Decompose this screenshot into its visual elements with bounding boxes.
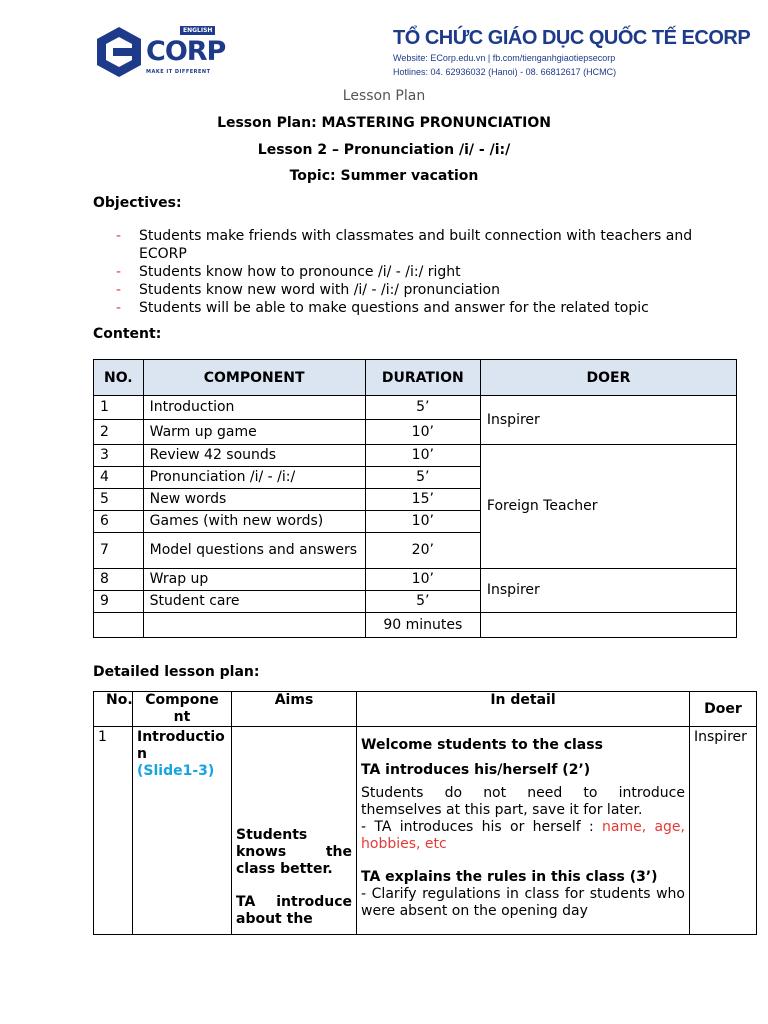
- component-name: Introduction: [137, 729, 225, 762]
- cell-component: Student care: [143, 591, 365, 613]
- cell-aims: [232, 727, 357, 935]
- org-website: Website: ECorp.edu.vn | fb.com/tienganhgiaotiepsecorp: [393, 53, 616, 63]
- cell-component: Games (with new words): [143, 511, 365, 533]
- cell-no: 5: [94, 489, 144, 511]
- col-header-aims: Aims: [232, 692, 357, 727]
- col-header-component: Component: [133, 692, 232, 727]
- table-row: [94, 569, 737, 591]
- cell-component: New words: [143, 489, 365, 511]
- table-total-row: [94, 613, 737, 638]
- col-header-doer: Doer: [690, 692, 757, 727]
- org-title: TỔ CHỨC GIÁO DỤC QUỐC TẾ ECORP: [393, 27, 751, 49]
- detail-text: - Clarify regulations in class for students who were absent on the opening day: [361, 886, 685, 919]
- cell-duration: 10’: [365, 511, 480, 533]
- cell-doer: Inspirer: [480, 569, 736, 613]
- table-row: [94, 445, 737, 467]
- aims-text: Students knows the class better.: [236, 827, 352, 877]
- table-header-row: [94, 360, 737, 396]
- cell-empty: [480, 613, 736, 638]
- cell-doer: Foreign Teacher: [480, 445, 736, 569]
- list-item: - Students make friends with classmates and built connection with teachers and ECORP: [116, 228, 693, 262]
- col-header-in-detail: In detail: [357, 692, 690, 727]
- logo-slogan: MAKE IT DIFFERENT: [146, 69, 211, 75]
- cell-no: 1: [94, 727, 133, 935]
- list-item: - Students will be able to make questions and answer for the related topic: [116, 300, 649, 316]
- cell-duration: 10’: [365, 420, 480, 445]
- list-item: - Students know new word with /i/ - /i:/ pronunciation: [116, 282, 500, 298]
- cell-no: 6: [94, 511, 144, 533]
- doc-title: Lesson Plan: MASTERING PRONUNCIATION: [217, 115, 551, 131]
- cell-empty: [143, 613, 365, 638]
- ecorp-hexagon-icon: [96, 26, 142, 78]
- doc-lesson-title: Lesson 2 – Pronunciation /i/ - /i:/: [257, 142, 511, 158]
- cell-empty: [94, 613, 144, 638]
- ecorp-logo: [96, 24, 226, 82]
- table-row: [94, 396, 737, 420]
- doc-small-title: Lesson Plan: [342, 88, 426, 104]
- cell-component: Review 42 sounds: [143, 445, 365, 467]
- logo-english-tag: ENGLISH: [180, 26, 215, 35]
- cell-no: 1: [94, 396, 144, 420]
- cell-no: 7: [94, 533, 144, 569]
- cell-doer: Inspirer: [690, 727, 757, 935]
- col-header-component: COMPONENT: [143, 360, 365, 396]
- content-table: [93, 359, 737, 638]
- cell-component: [133, 727, 232, 935]
- detail-text: Students do not need to introduce themselves at this part, save it for later.: [361, 785, 685, 818]
- col-header-no: NO.: [94, 360, 144, 396]
- detail-heading: Welcome students to the class: [361, 737, 603, 753]
- cell-duration: 10’: [365, 569, 480, 591]
- cell-no: 4: [94, 467, 144, 489]
- cell-component: Pronunciation /i/ - /i:/: [143, 467, 365, 489]
- col-header-doer: DOER: [480, 360, 736, 396]
- cell-doer: Inspirer: [480, 396, 736, 445]
- cell-duration: 5’: [365, 591, 480, 613]
- cell-component: Introduction: [143, 396, 365, 420]
- cell-duration: 5’: [365, 396, 480, 420]
- cell-total-duration: 90 minutes: [365, 613, 480, 638]
- doc-topic-title: Topic: Summer vacation: [289, 168, 479, 184]
- detail-table: [93, 691, 757, 935]
- cell-no: 8: [94, 569, 144, 591]
- table-header-row: [94, 692, 757, 727]
- cell-no: 3: [94, 445, 144, 467]
- cell-duration: 10’: [365, 445, 480, 467]
- table-row: [94, 727, 757, 935]
- cell-component: Wrap up: [143, 569, 365, 591]
- content-label: Content:: [93, 326, 162, 342]
- col-header-duration: DURATION: [365, 360, 480, 396]
- logo-wordmark: CORP: [146, 36, 226, 67]
- cell-duration: 5’: [365, 467, 480, 489]
- objectives-list: [93, 227, 733, 317]
- detailed-plan-label: Detailed lesson plan:: [93, 664, 260, 680]
- objectives-label: Objectives:: [93, 195, 182, 211]
- detail-highlight: name, age, hobbies, etc: [361, 819, 685, 852]
- detail-heading: TA introduces his/herself (2’): [361, 762, 591, 778]
- col-header-no: No.: [94, 692, 133, 727]
- cell-component: Warm up game: [143, 420, 365, 445]
- cell-duration: 15’: [365, 489, 480, 511]
- cell-no: 9: [94, 591, 144, 613]
- aims-text: TA introduce about the: [236, 894, 352, 927]
- cell-component: Model questions and answers: [143, 533, 365, 569]
- component-slide-ref: (Slide1-3): [137, 763, 215, 779]
- detail-text: - TA introduces his or herself : name, age, hobbies, etc: [361, 819, 685, 852]
- org-hotline: Hotlines: 04. 62936032 (Hanoi) - 08. 66812617 (HCMC): [393, 67, 617, 77]
- cell-no: 2: [94, 420, 144, 445]
- list-item: - Students know how to pronounce /i/ - /i:/ right: [116, 264, 461, 280]
- cell-duration: 20’: [365, 533, 480, 569]
- detail-heading: TA explains the rules in this class (3’): [361, 869, 658, 885]
- cell-in-detail: [357, 727, 690, 935]
